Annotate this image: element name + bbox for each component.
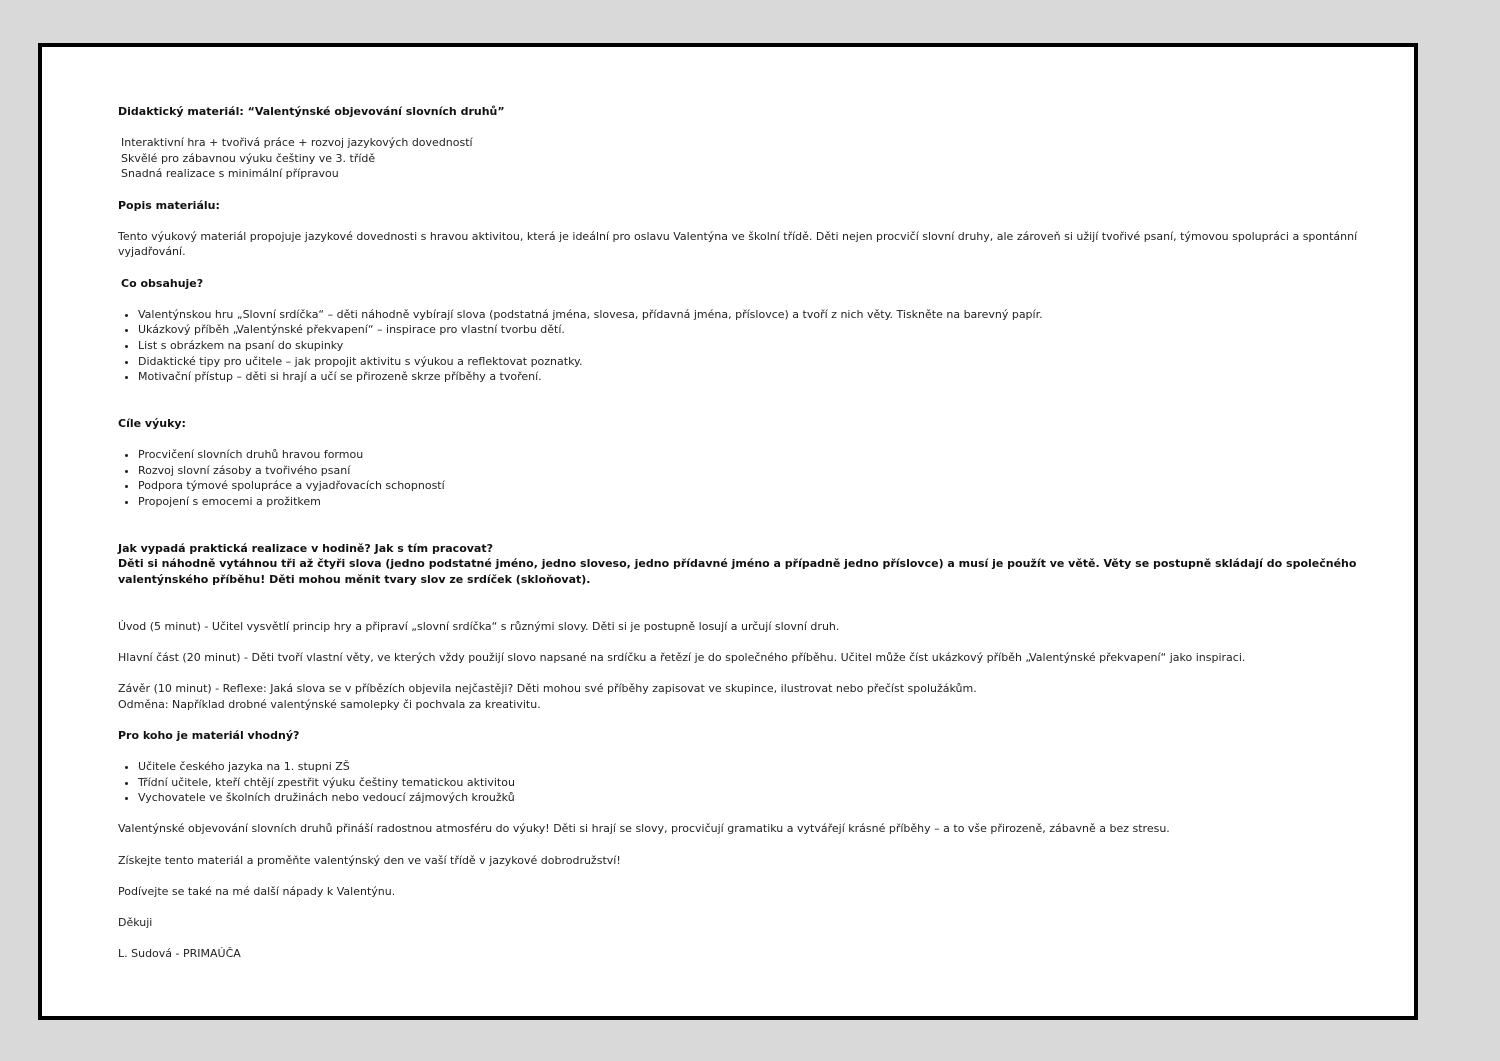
- intro-line: Skvělé pro zábavnou výuku češtiny ve 3. třídě: [121, 151, 376, 165]
- list-item: • Třídní učitele, kteří chtějí zpestřit výuku češtiny tematickou aktivitou: [138, 775, 1368, 791]
- list-item: • Valentýnskou hru „Slovní srdíčka“ – děti náhodně vybírají slova (podstatná jména, slovesa, přídavná jména, příslovce) a tvoří z nich věty. Tiskněte na barevný papír.: [138, 307, 1368, 323]
- popis-heading: Popis materiálu:: [118, 198, 220, 212]
- intro-line: Snadná realizace s minimální přípravou: [121, 167, 339, 181]
- obsah-list: [118, 307, 1368, 385]
- document-title: Didaktický materiál: “Valentýnské objevování slovních druhů”: [118, 105, 505, 118]
- hlavni-cast-paragraph: Hlavní část (20 minut) - Děti tvoří vlastní věty, ve kterých vždy použijí slovo napsané na srdíčku a řetězí je do společného příběhu. Učitel může číst ukázkový příběh „Valentýnské překvapení“ jako inspiraci.: [118, 650, 1246, 664]
- list-item: • Procvičení slovních druhů hravou formou: [138, 447, 1368, 463]
- list-item: • Propojení s emocemi a prožitkem: [138, 494, 1368, 510]
- pro-koho-list: [118, 759, 1368, 806]
- list-item: • Rozvoj slovní zásoby a tvořivého psaní: [138, 463, 1368, 479]
- cile-heading: Cíle výuky:: [118, 416, 186, 430]
- list-item: • Učitele českého jazyka na 1. stupni ZŠ: [138, 759, 1368, 775]
- intro-line: Interaktivní hra + tvořivá práce + rozvoj jazykových dovedností: [121, 136, 473, 150]
- ziskejte-paragraph: Získejte tento materiál a proměňte valentýnský den ve vaší třídě v jazykové dobrodružství!: [118, 853, 621, 867]
- list-item: • Ukázkový příběh „Valentýnské překvapení“ – inspirace pro vlastní tvorbu dětí.: [138, 322, 1368, 338]
- uvod-paragraph: Úvod (5 minut) - Učitel vysvětlí princip hry a připraví „slovní srdíčka“ s různými slovy. Děti si je postupně losují a určují slovní druh.: [118, 619, 840, 633]
- list-item: • Didaktické tipy pro učitele – jak propojit aktivitu s výukou a reflektovat poznatky.: [138, 354, 1368, 370]
- pro-koho-heading: Pro koho je materiál vhodný?: [118, 728, 300, 742]
- dekuji-line: Děkuji: [118, 915, 153, 929]
- list-item: • Motivační přístup – děti si hrají a učí se přirozeně skrze příběhy a tvoření.: [138, 369, 1368, 385]
- list-item: • Podpora týmové spolupráce a vyjadřovacích schopností: [138, 478, 1368, 494]
- podivejte-paragraph: Podívejte se také na mé další nápady k Valentýnu.: [118, 884, 396, 898]
- zaver-paragraph: Závěr (10 minut) - Reflexe: Jaká slova se v příbězích objevila nejčastěji? Děti mohou své příběhy zapisovat ve skupince, ilustrovat nebo přečíst spolužákům.: [118, 681, 977, 695]
- cile-list: [118, 447, 1368, 509]
- popis-paragraph: Tento výukový materiál propojuje jazykové dovednosti s hravou aktivitou, která je ideální pro oslavu Valentýna ve školní třídě. Děti nejen procvičí slovní druhy, ale zároveň si užijí tvořivé psaní, týmovou spolupráci a spontánní vyjadřování.: [118, 229, 1358, 259]
- odmena-paragraph: Odměna: Například drobné valentýnské samolepky či pochvala za kreativitu.: [118, 697, 541, 711]
- summary-paragraph: Valentýnské objevování slovních druhů přináší radostnou atmosféru do výuky! Děti si hrají se slovy, procvičují gramatiku a vytvářejí krásné příběhy – a to vše přirozeně, zábavně a bez stresu.: [118, 822, 1170, 836]
- realizace-paragraph: Děti si náhodně vytáhnou tři až čtyři slova (jedno podstatné jméno, jedno sloveso, jedno přídavné jméno a případně jedno příslovce) a musí je použít ve větě. Věty se postupně skládají do společného valentýnského příběhu! Děti mohou měnit tvary slov ze srdíček (skloňovat).: [118, 557, 1357, 586]
- document-page: [38, 43, 1418, 1020]
- realizace-heading: Jak vypadá praktická realizace v hodině? Jak s tím pracovat?: [118, 541, 493, 555]
- obsah-heading: Co obsahuje?: [121, 276, 204, 290]
- document-content: [118, 104, 1368, 962]
- signature: L. Sudová - PRIMAÚČA: [118, 947, 241, 961]
- list-item: • List s obrázkem na psaní do skupinky: [138, 338, 1368, 354]
- list-item: • Vychovatele ve školních družinách nebo vedoucí zájmových kroužků: [138, 790, 1368, 806]
